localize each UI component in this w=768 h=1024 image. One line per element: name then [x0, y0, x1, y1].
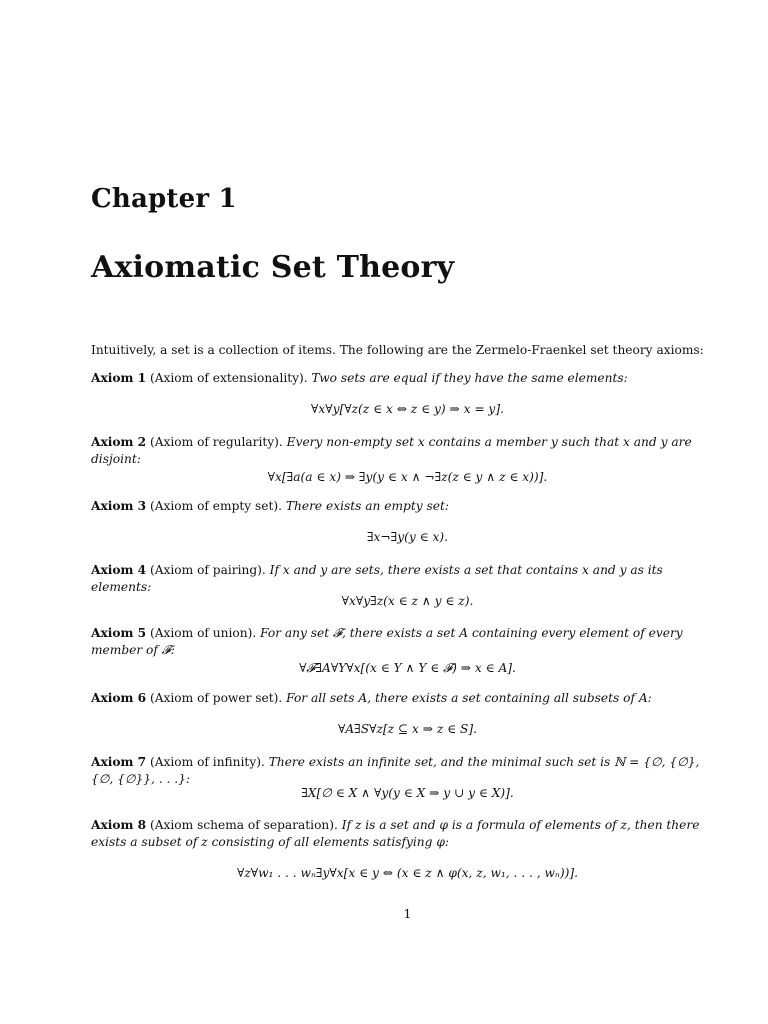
- axiom-label: Axiom 5: [91, 626, 147, 640]
- axiom-name: (Axiom of extensionality).: [149, 371, 308, 385]
- axiom-6-formula: ∀A∃S∀z[z ⊆ x ⇒ z ∈ S].: [337, 722, 478, 736]
- axiom-name: (Axiom of power set).: [149, 691, 283, 705]
- axiom-label: Axiom 1: [91, 371, 147, 385]
- chapter-label: Chapter 1: [91, 184, 237, 214]
- axiom-statement: If x and y are sets, there exists a set that contains x and y as its elements:: [91, 563, 663, 594]
- axiom-statement: For any set 𝓕, there exists a set A containing every element of every member of 𝓕:: [91, 626, 683, 657]
- axiom-name: (Axiom of pairing).: [149, 563, 266, 577]
- axiom-label: Axiom 2: [91, 435, 147, 449]
- axiom-5-formula: ∀𝓕∃A∀Y∀x[(x ∈ Y ∧ Y ∈ 𝓕) ⇒ x ∈ A].: [299, 661, 516, 675]
- axiom-3-formula: ∃x¬∃y(y ∈ x).: [366, 530, 449, 544]
- axiom-1: [91, 370, 724, 387]
- axiom-statement: Every non-empty set x contains a member y such that x and y are disjoint:: [91, 435, 692, 466]
- axiom-name: (Axiom schema of separation).: [149, 818, 338, 832]
- axiom-statement: If z is a set and φ is a formula of elements of z, then there exists a subset of z consisting of all elements satisfying φ:: [91, 818, 700, 849]
- document-page: [91, 0, 724, 1024]
- axiom-name: (Axiom of infinity).: [149, 755, 265, 769]
- axiom-2-formula: ∀x[∃a(a ∈ x) ⇒ ∃y(y ∈ x ∧ ¬∃z(z ∈ y ∧ z ∈ x))].: [267, 470, 548, 484]
- axiom-8-formula: ∀z∀w₁ . . . wₙ∃y∀x[x ∈ y ⇔ (x ∈ z ∧ φ(x, z, w₁, . . . , wₙ))].: [236, 866, 579, 880]
- axiom-name: (Axiom of regularity).: [149, 435, 283, 449]
- chapter-title: Axiomatic Set Theory: [91, 250, 455, 285]
- axiom-label: Axiom 4: [91, 563, 147, 577]
- axiom-7-formula: ∃X[∅ ∈ X ∧ ∀y(y ∈ X ⇒ y ∪ y ∈ X)].: [301, 786, 514, 800]
- axiom-3: [91, 498, 724, 515]
- axiom-label: Axiom 6: [91, 691, 147, 705]
- axiom-1-formula: ∀x∀y[∀z(z ∈ x ⇔ z ∈ y) ⇒ x = y].: [311, 402, 504, 416]
- axiom-4-formula: ∀x∀y∃z(x ∈ z ∧ y ∈ z).: [341, 594, 474, 608]
- axiom-label: Axiom 7: [91, 755, 147, 769]
- axiom-statement: For all sets A, there exists a set containing all subsets of A:: [286, 691, 652, 705]
- intro-paragraph: Intuitively, a set is a collection of items. The following are the Zermelo-Fraenkel set theory axioms:: [91, 343, 704, 357]
- page-number: 1: [403, 906, 412, 921]
- axiom-4: [91, 562, 724, 596]
- axiom-8: [91, 817, 724, 851]
- axiom-statement: Two sets are equal if they have the same elements:: [311, 371, 628, 385]
- axiom-name: (Axiom of union).: [149, 626, 257, 640]
- axiom-5: [91, 625, 724, 659]
- axiom-7: [91, 754, 724, 788]
- axiom-name: (Axiom of empty set).: [149, 499, 283, 513]
- axiom-label: Axiom 3: [91, 499, 147, 513]
- axiom-6: [91, 690, 724, 707]
- axiom-statement: There exists an infinite set, and the minimal such set is ℕ = {∅, {∅}, {∅, {∅}}, . . .}:: [91, 755, 700, 786]
- axiom-statement: There exists an empty set:: [285, 499, 449, 513]
- axiom-label: Axiom 8: [91, 818, 147, 832]
- axiom-2: [91, 434, 724, 468]
